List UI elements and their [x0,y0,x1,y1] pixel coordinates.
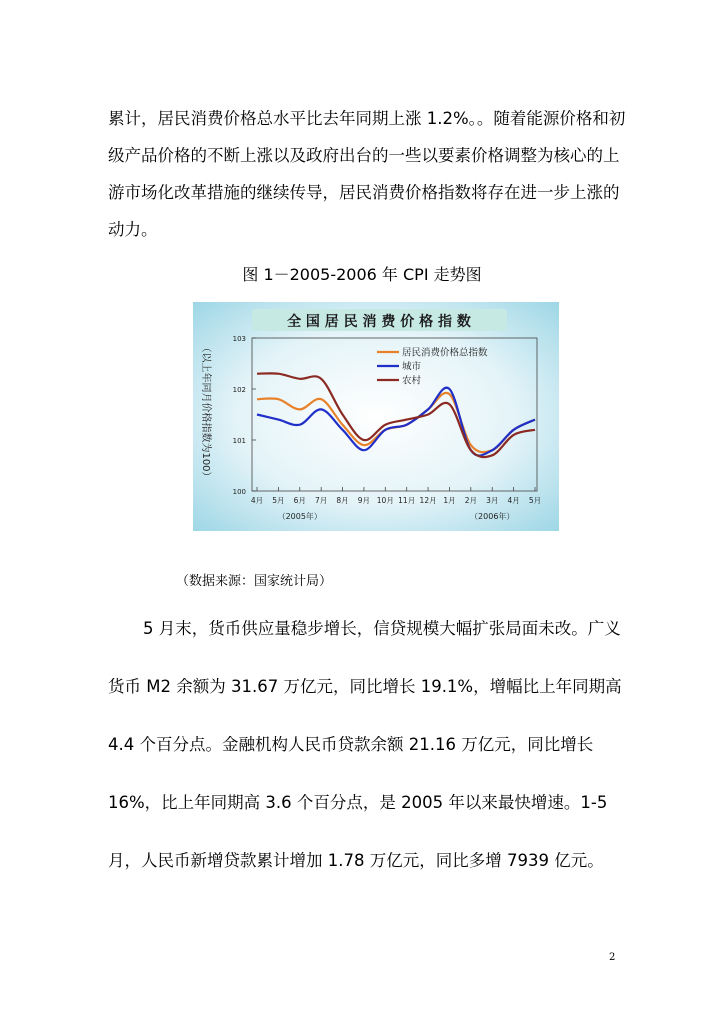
y-tick-label: 100 [232,488,246,496]
x-tick-label: 5月 [272,496,285,505]
intro-paragraph: 累计，居民消费价格总水平比去年同期上涨 1.2%。。随着能源价格和初级产品价格的不断上涨以及政府出台的一些以要素价格调整为核心的上游市场化改革措施的继续传导，居民消费价格指数将存在进一步上涨的动力。 [108,109,626,239]
x-tick-label: 4月 [507,496,520,505]
year-label-2005: （2005年） [277,512,322,521]
y-tick-label: 103 [232,335,246,343]
x-tick-label: 11月 [398,496,416,505]
x-tick-label: 1月 [443,496,456,505]
legend-label-0: 居民消费价格总指数 [402,347,488,359]
chart-title: 全 国 居 民 消 费 价 格 指 数 [287,314,471,330]
x-tick-label: 2月 [464,496,477,505]
x-tick-label: 9月 [357,496,371,505]
x-tick-label: 5月 [528,496,542,505]
year-label-2006: （2006年） [470,512,515,521]
money-supply-paragraph: 5 月末，货币供应量稳步增长，信贷规模大幅扩张局面未改。广义货币 M2 余额为 31.67 万亿元，同比增长 19.1%，增幅比上年同期高 4.4 个百分点。金融机构人民币贷款余额 21.16 万亿元，同比增长 16%，比上年同期高 3.6 个百分点，是 2005 年以来最快增速。1-5 月，人民币新增贷款累计增加 1.78 万亿元，同比多增 7939 亿元。 [108,619,622,870]
source-note: （数据来源：国家统计局） [176,574,333,589]
y-tick-label: 101 [232,437,246,445]
x-tick-label: 7月 [315,496,328,505]
cpi-chart-svg [193,302,559,531]
legend-label-2: 农村 [402,375,422,387]
x-tick-label: 8月 [336,496,349,505]
x-tick-label: 3月 [486,496,499,505]
page-number: 2 [609,952,616,963]
legend-label-1: 城市 [402,361,422,373]
y-tick-label: 102 [232,386,246,394]
x-tick-label: 6月 [293,496,306,505]
chart-ylabel: （以上年同月价格指数为100） [200,342,211,482]
cpi-chart [193,302,559,531]
x-tick-label: 10月 [376,496,394,505]
x-tick-label: 12月 [419,496,437,505]
figure-caption: 图 1－2005-2006 年 CPI 走势图 [242,265,482,284]
x-tick-label: 4月 [250,496,264,505]
